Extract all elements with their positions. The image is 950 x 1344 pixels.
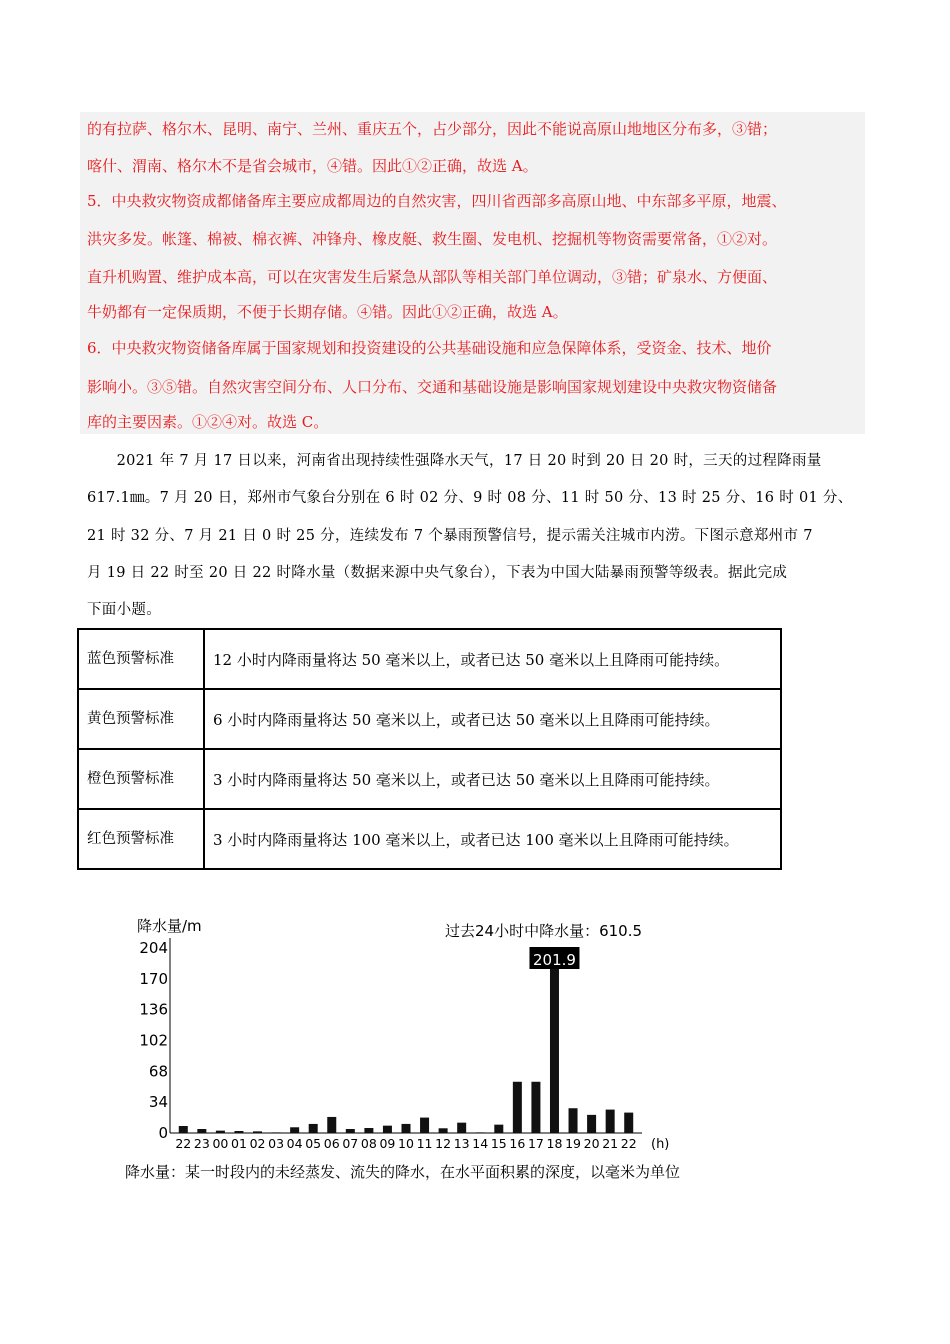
- x-tick-label: 01: [231, 1136, 247, 1151]
- intro-line: 21 时 32 分、7 月 21 日 0 时 25 分，连续发布 7 个暴雨预警信号，提示需关注城市内涝。下图示意郑州市 7: [87, 527, 813, 544]
- x-tick-label: 11: [416, 1136, 433, 1151]
- intro-line: 月 19 日 22 时至 20 日 22 时降水量（数据来源中央气象台），下表为中国大陆暴雨预警等级表。据此完成: [87, 564, 788, 581]
- y-tick-label: 136: [139, 1000, 168, 1019]
- answer-line: 直升机购置、维护成本高，可以在灾害发生后紧急从部队等相关部门单位调动，③错；矿泉水、方便面、: [87, 268, 778, 286]
- bar: [569, 1108, 578, 1133]
- bar: [234, 1131, 243, 1133]
- x-tick-label: 15: [490, 1136, 507, 1151]
- table-row: [78, 629, 781, 689]
- rainfall-chart: [120, 905, 720, 1195]
- bar: [402, 1124, 411, 1133]
- answer-line: 5．中央救灾物资成都储备库主要应成都周边的自然灾害，四川省西部多高原山地、中东部多平原，地震、: [87, 192, 787, 210]
- y-tick-label: 68: [148, 1062, 168, 1081]
- intro-line: 2021 年 7 月 17 日以来，河南省出现持续性强降水天气，17 日 20 时到 20 日 20 时，三天的过程降雨量: [87, 453, 822, 469]
- bar: [624, 1113, 633, 1133]
- warning-level: 红色预警标准: [78, 809, 204, 869]
- answer-line: 库的主要因素。①②④对。故选 C。: [87, 413, 329, 431]
- table-row: [78, 809, 781, 869]
- x-tick-label: 02: [249, 1136, 266, 1151]
- bar: [383, 1126, 392, 1133]
- x-tick-label: 12: [435, 1136, 452, 1151]
- x-tick-label: 22: [175, 1136, 192, 1151]
- bar: [606, 1110, 615, 1133]
- answer-line: 喀什、渭南、格尔木不是省会城市，④错。因此①②正确，故选 A。: [87, 157, 538, 175]
- x-tick-label: 16: [509, 1136, 526, 1151]
- x-tick-label: 17: [527, 1136, 544, 1151]
- x-tick-label: 19: [565, 1136, 581, 1151]
- x-tick-label: 23: [193, 1136, 210, 1151]
- bar: [513, 1082, 522, 1133]
- chart-caption: 降水量：某一时段内的未经蒸发、流失的降水，在水平面积累的深度，以毫米为单位: [125, 1163, 681, 1181]
- x-tick-label: 22: [620, 1136, 637, 1151]
- x-tick-label: 08: [360, 1136, 377, 1151]
- table-row: [78, 749, 781, 809]
- intro-line: 下面小题。: [87, 602, 161, 619]
- intro-line: 617.1㎜。7 月 20 日，郑州市气象台分别在 6 时 02 分、9 时 08 分、11 时 50 分、13 时 25 分、16 时 01 分、: [87, 490, 853, 507]
- y-axis-label: 降水量/m: [137, 917, 202, 935]
- x-tick-label: 10: [398, 1136, 414, 1151]
- x-tick-label: 09: [379, 1136, 396, 1151]
- x-tick-label: 13: [453, 1136, 470, 1151]
- x-tick-label: 21: [602, 1136, 619, 1151]
- x-tick-label: 06: [323, 1136, 340, 1151]
- warning-description: 3 小时内降雨量将达 100 毫米以上，或者已达 100 毫米以上且降雨可能持续。: [204, 809, 781, 869]
- bar: [364, 1128, 373, 1133]
- x-tick-label: 05: [305, 1136, 322, 1151]
- bar: [272, 1132, 281, 1133]
- bar: [327, 1117, 336, 1133]
- answer-line: 洪灾多发。帐篷、棉被、棉衣裤、冲锋舟、橡皮艇、救生圈、发电机、挖掘机等物资需要常备，①②对。: [87, 230, 778, 248]
- warning-level: 橙色预警标准: [78, 749, 204, 809]
- peak-label: 201.9: [533, 951, 576, 969]
- warning-description: 3 小时内降雨量将达 50 毫米以上，或者已达 50 毫米以上且降雨可能持续。: [204, 749, 781, 809]
- bar: [309, 1124, 318, 1133]
- warning-level: 蓝色预警标准: [78, 629, 204, 689]
- bar: [494, 1125, 503, 1133]
- bar: [457, 1123, 466, 1133]
- x-tick-label: 18: [546, 1136, 563, 1151]
- x-tick-label: 00: [212, 1136, 229, 1151]
- bar: [253, 1131, 262, 1133]
- x-tick-label: 04: [286, 1136, 303, 1151]
- y-tick-label: 34: [148, 1093, 168, 1112]
- warning-level: 黄色预警标准: [78, 689, 204, 749]
- bar: [216, 1131, 225, 1133]
- y-tick-label: 0: [158, 1124, 168, 1142]
- bar: [550, 950, 559, 1133]
- bar: [476, 1132, 485, 1133]
- warning-description: 6 小时内降雨量将达 50 毫米以上，或者已达 50 毫米以上且降雨可能持续。: [204, 689, 781, 749]
- x-tick-label: 14: [472, 1136, 489, 1151]
- warning-description: 12 小时内降雨量将达 50 毫米以上，或者已达 50 毫米以上且降雨可能持续。: [204, 629, 781, 689]
- bar: [587, 1115, 596, 1133]
- y-tick-label: 102: [139, 1031, 168, 1050]
- answer-line: 影响小。③⑤错。自然灾害空间分布、人口分布、交通和基础设施是影响国家规划建设中央救灾物资储备: [87, 378, 778, 396]
- x-tick-label: 20: [583, 1136, 600, 1151]
- warning-level-table: [77, 628, 782, 870]
- chart-title: 过去24小时中降水量：610.5: [445, 922, 643, 940]
- bar: [439, 1128, 448, 1133]
- y-tick-label: 170: [139, 969, 168, 988]
- x-tick-label: 07: [342, 1136, 359, 1151]
- bar: [197, 1129, 206, 1133]
- answer-line: 的有拉萨、格尔木、昆明、南宁、兰州、重庆五个，占少部分，因此不能说高原山地地区分布多，③错；: [87, 120, 778, 138]
- bar: [420, 1118, 429, 1133]
- answer-line: 牛奶都有一定保质期，不便于长期存储。④错。因此①②正确，故选 A。: [87, 303, 568, 321]
- y-tick-label: 204: [139, 939, 168, 957]
- x-unit-label: (h): [651, 1137, 670, 1152]
- x-tick-label: 03: [268, 1136, 285, 1151]
- answer-line: 6．中央救灾物资储备库属于国家规划和投资建设的公共基础设施和应急保障体系，受资金、技术、地价: [87, 339, 772, 357]
- bar: [531, 1082, 540, 1133]
- bar: [179, 1126, 188, 1133]
- bar: [346, 1129, 355, 1133]
- table-row: [78, 689, 781, 749]
- bar: [290, 1127, 299, 1133]
